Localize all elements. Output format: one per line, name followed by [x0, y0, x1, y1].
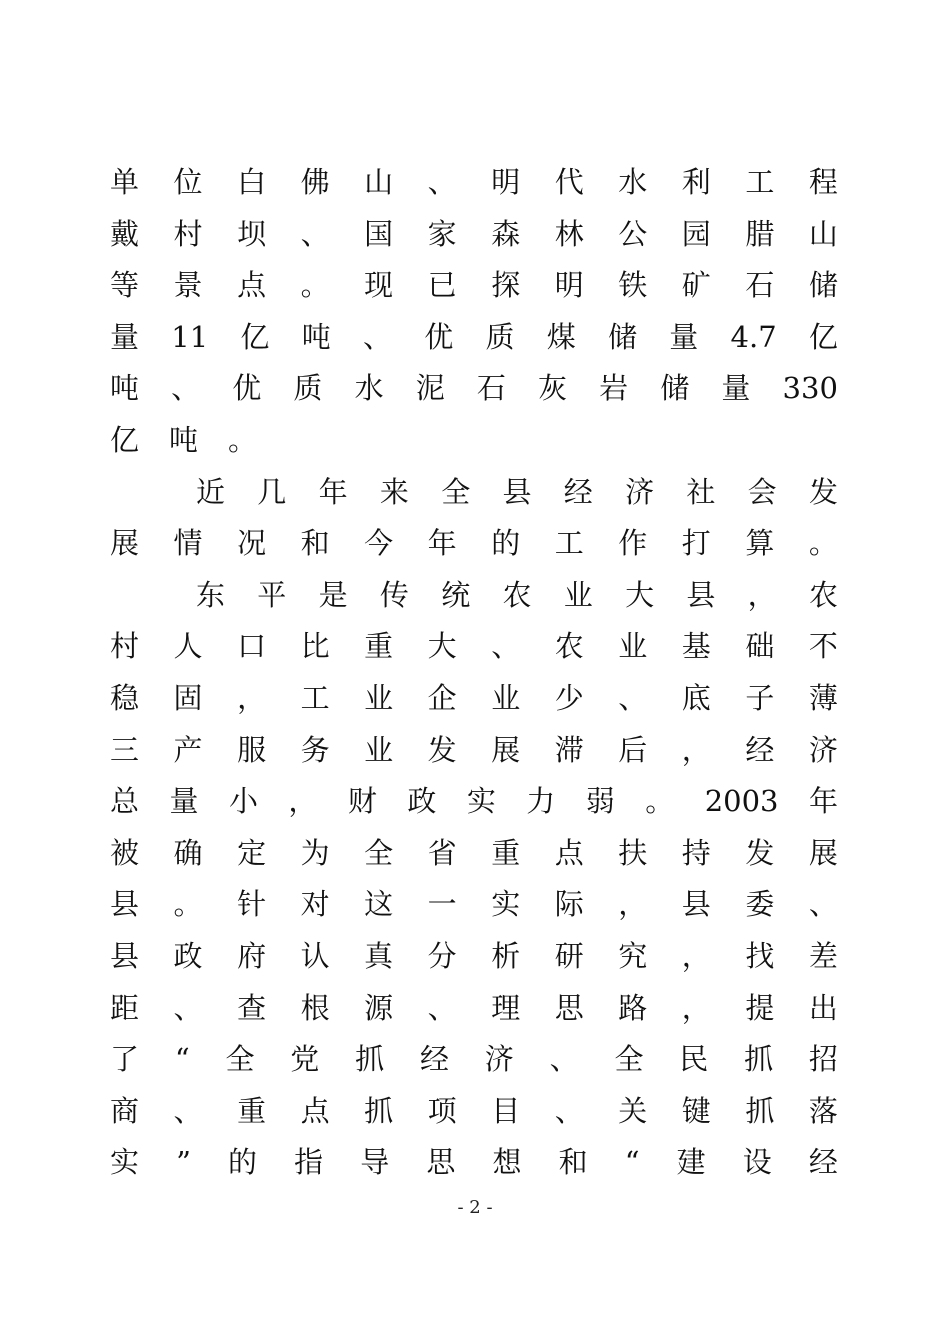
- text-token: 现: [364, 268, 394, 303]
- text-token: 抓: [744, 1042, 774, 1077]
- text-token: 经: [745, 732, 775, 767]
- text-token: 全: [364, 835, 394, 870]
- text-token: 几: [257, 474, 287, 509]
- text-token: 指: [294, 1145, 324, 1180]
- text-token: 稳: [110, 680, 140, 715]
- text-line: [110, 776, 838, 828]
- text-token: 已: [427, 268, 457, 303]
- text-token: 来: [379, 474, 409, 509]
- text-line: [110, 931, 838, 983]
- text-token: 被: [110, 835, 140, 870]
- text-token: 量: [669, 319, 699, 354]
- text-token: 。: [300, 268, 330, 303]
- text-token: 发: [745, 835, 775, 870]
- text-token: 利: [681, 165, 711, 199]
- text-token: “: [624, 1145, 640, 1180]
- text-token: 工: [554, 526, 584, 561]
- text-token: 和: [558, 1145, 588, 1180]
- text-token: 统: [441, 577, 471, 612]
- text-token: 政: [173, 938, 203, 973]
- text-token: 公: [618, 216, 648, 251]
- text-token: 建: [676, 1145, 706, 1180]
- text-token: 思: [426, 1145, 456, 1180]
- text-token: 根: [300, 990, 330, 1025]
- text-token: 理: [491, 990, 521, 1025]
- text-token: 亿: [110, 422, 140, 457]
- text-token: 发: [808, 474, 838, 509]
- text-token: 础: [745, 629, 775, 664]
- text-token: 山: [808, 216, 838, 251]
- text-token: 全: [441, 474, 471, 509]
- text-token: 今: [364, 526, 394, 561]
- text-line: [110, 828, 838, 880]
- text-token: 查: [237, 990, 267, 1025]
- text-token: 财: [347, 784, 377, 819]
- text-token: 研: [554, 938, 584, 973]
- text-token: 家: [427, 216, 457, 251]
- text-line: [110, 725, 838, 777]
- text-token: 优: [424, 319, 454, 354]
- text-token: 人: [173, 629, 203, 664]
- text-token: 业: [364, 732, 394, 767]
- text-token: ，: [618, 887, 648, 922]
- text-token: 景: [173, 268, 203, 303]
- text-token: 距: [110, 990, 140, 1025]
- text-token: 确: [173, 835, 203, 870]
- text-token: 目: [491, 1093, 521, 1128]
- text-token: 比: [300, 629, 330, 664]
- text-token: 商: [110, 1093, 140, 1128]
- text-token: 济: [808, 732, 838, 767]
- text-token: 少: [554, 680, 584, 715]
- text-token: 的: [491, 526, 521, 561]
- text-token: 石: [745, 268, 775, 303]
- text-token: 重: [491, 835, 521, 870]
- text-token: ”: [176, 1145, 191, 1180]
- text-token: 认: [300, 938, 330, 973]
- text-token: ，: [747, 577, 777, 612]
- text-token: 平: [257, 577, 287, 612]
- text-token: 和: [300, 526, 330, 561]
- text-token: 农: [502, 577, 532, 612]
- text-token: 了: [110, 1042, 140, 1077]
- text-token: 实: [491, 887, 521, 922]
- text-token: 持: [681, 835, 711, 870]
- text-token: 基: [681, 629, 711, 664]
- text-token: 位: [173, 165, 203, 199]
- text-token: 重: [237, 1093, 267, 1128]
- text-token: 县: [686, 577, 716, 612]
- text-token: 质: [485, 319, 515, 354]
- body-text: [110, 157, 838, 1189]
- text-token: 这: [364, 887, 394, 922]
- text-token: ，: [681, 732, 711, 767]
- text-token: 园: [681, 216, 711, 251]
- text-token: 济: [484, 1042, 514, 1077]
- text-token: 扶: [618, 835, 648, 870]
- text-token: 量: [169, 784, 199, 819]
- text-line: [110, 879, 838, 931]
- text-token: 差: [808, 938, 838, 973]
- text-token: 实: [110, 1145, 140, 1180]
- text-token: 点: [300, 1093, 330, 1128]
- text-token: 导: [360, 1145, 390, 1180]
- text-token: ，: [237, 680, 267, 715]
- text-token: 省: [427, 835, 457, 870]
- text-token: 点: [554, 835, 584, 870]
- text-token: 委: [745, 887, 775, 922]
- text-token: 、: [618, 680, 648, 715]
- text-line: [110, 363, 838, 415]
- text-token: 想: [492, 1145, 522, 1180]
- text-token: 全: [614, 1042, 644, 1077]
- text-token: 优: [232, 371, 262, 406]
- text-token: 分: [427, 938, 457, 973]
- page-number: - 2 -: [457, 1197, 493, 1218]
- text-token: 水: [354, 371, 384, 406]
- text-token: 抓: [745, 1093, 775, 1128]
- text-token: 招: [808, 1042, 838, 1077]
- text-token: 作: [618, 526, 648, 561]
- text-token: 企: [427, 680, 457, 715]
- text-token: 4.7: [730, 319, 777, 354]
- text-token: 对: [300, 887, 330, 922]
- text-token: 找: [745, 938, 775, 973]
- text-token: 点: [237, 268, 267, 303]
- text-token: 330: [782, 371, 838, 406]
- text-token: 关: [618, 1093, 648, 1128]
- text-token: 工: [745, 165, 775, 199]
- text-token: 亿: [808, 319, 838, 354]
- text-line: [110, 467, 838, 519]
- text-token: 子: [745, 680, 775, 715]
- text-token: 储: [660, 371, 690, 406]
- text-token: 代: [554, 165, 584, 199]
- text-token: 储: [608, 319, 638, 354]
- text-token: 经: [808, 1145, 838, 1180]
- text-token: 针: [237, 887, 267, 922]
- text-token: ，: [681, 938, 711, 973]
- text-token: 不: [808, 629, 838, 664]
- text-token: 泥: [415, 371, 445, 406]
- text-token: 11: [171, 319, 209, 354]
- text-token: 业: [563, 577, 593, 612]
- text-token: 府: [237, 938, 267, 973]
- text-token: 煤: [546, 319, 576, 354]
- text-token: 弱: [585, 784, 615, 819]
- text-line: [110, 673, 838, 725]
- text-line: [110, 570, 838, 622]
- text-token: 农: [808, 577, 838, 612]
- text-token: 路: [618, 990, 648, 1025]
- text-line: [110, 1034, 838, 1086]
- text-token: 算: [745, 526, 775, 561]
- text-token: 储: [808, 268, 838, 303]
- text-token: 东: [196, 577, 226, 612]
- text-token: 经: [419, 1042, 449, 1077]
- text-token: 县: [110, 887, 140, 922]
- text-token: 铁: [618, 268, 648, 303]
- text-token: 程: [808, 165, 838, 199]
- text-line: [110, 1086, 838, 1138]
- text-token: 全: [225, 1042, 255, 1077]
- text-token: 底: [681, 680, 711, 715]
- text-token: 吨: [110, 371, 140, 406]
- text-token: 是: [318, 577, 348, 612]
- text-token: 会: [747, 474, 777, 509]
- text-line: [110, 312, 838, 364]
- text-line: [110, 415, 838, 467]
- text-token: 固: [173, 680, 203, 715]
- text-token: 实: [466, 784, 496, 819]
- text-token: 情: [173, 526, 203, 561]
- text-token: 、: [173, 1093, 203, 1128]
- text-token: 经: [563, 474, 593, 509]
- text-token: 况: [237, 526, 267, 561]
- text-token: 量: [721, 371, 751, 406]
- text-token: 出: [808, 990, 838, 1025]
- text-token: 务: [300, 732, 330, 767]
- text-token: 、: [549, 1042, 579, 1077]
- text-token: 打: [681, 526, 711, 561]
- text-token: 、: [171, 371, 201, 406]
- text-token: 。: [808, 526, 838, 561]
- text-token: 际: [554, 887, 584, 922]
- text-token: 县: [110, 938, 140, 973]
- text-token: 、: [427, 165, 457, 199]
- text-token: 民: [679, 1042, 709, 1077]
- text-token: “: [174, 1042, 190, 1077]
- text-token: 三: [110, 732, 140, 767]
- text-token: 落: [808, 1093, 838, 1128]
- text-token: 村: [173, 216, 203, 251]
- text-token: 、: [362, 319, 392, 354]
- text-token: 山: [364, 165, 394, 199]
- text-token: 提: [745, 990, 775, 1025]
- text-token: 吨: [301, 319, 331, 354]
- text-token: 年: [427, 526, 457, 561]
- text-line: [110, 1137, 838, 1189]
- text-token: 一: [427, 887, 457, 922]
- text-token: 质: [293, 371, 323, 406]
- text-line: [110, 621, 838, 673]
- text-token: 国: [364, 216, 394, 251]
- text-token: 坝: [237, 216, 267, 251]
- text-token: 究: [618, 938, 648, 973]
- text-token: 力: [526, 784, 556, 819]
- text-token: 大: [625, 577, 655, 612]
- text-line: [110, 983, 838, 1035]
- text-token: 白: [237, 165, 267, 199]
- text-token: 小: [228, 784, 258, 819]
- text-token: 抓: [364, 1093, 394, 1128]
- text-token: 思: [554, 990, 584, 1025]
- text-token: 业: [364, 680, 394, 715]
- text-token: 口: [237, 629, 267, 664]
- text-token: 抓: [355, 1042, 385, 1077]
- text-token: 县: [681, 887, 711, 922]
- text-token: 、: [300, 216, 330, 251]
- text-token: 灰: [537, 371, 567, 406]
- text-token: 后: [618, 732, 648, 767]
- text-token: 键: [681, 1093, 711, 1128]
- text-token: 林: [554, 216, 584, 251]
- text-token: 设: [742, 1145, 772, 1180]
- text-token: 。: [645, 784, 675, 819]
- text-token: 、: [554, 1093, 584, 1128]
- text-token: 传: [379, 577, 409, 612]
- text-token: 定: [237, 835, 267, 870]
- text-token: ，: [288, 784, 318, 819]
- text-token: 探: [491, 268, 521, 303]
- text-token: 产: [173, 732, 203, 767]
- text-token: 村: [110, 629, 140, 664]
- text-token: 发: [427, 732, 457, 767]
- text-token: 项: [427, 1093, 457, 1128]
- text-token: 亿: [240, 319, 270, 354]
- text-token: 腊: [745, 216, 775, 251]
- text-token: 年: [808, 784, 838, 819]
- text-token: 析: [491, 938, 521, 973]
- text-token: 戴: [110, 216, 140, 251]
- text-token: 为: [300, 835, 330, 870]
- text-token: 济: [625, 474, 655, 509]
- text-token: 吨: [169, 422, 199, 457]
- text-token: 党: [290, 1042, 320, 1077]
- text-token: 水: [618, 165, 648, 199]
- text-token: 、: [808, 887, 838, 922]
- text-token: 工: [300, 680, 330, 715]
- text-line: [110, 260, 838, 312]
- text-token: 源: [364, 990, 394, 1025]
- text-token: 农: [554, 629, 584, 664]
- text-token: 单: [110, 165, 140, 199]
- text-token: 社: [686, 474, 716, 509]
- text-token: 重: [364, 629, 394, 664]
- text-line: [110, 209, 838, 261]
- text-token: 明: [491, 165, 521, 199]
- text-token: 展: [110, 526, 140, 561]
- text-token: 、: [173, 990, 203, 1025]
- text-token: 、: [427, 990, 457, 1025]
- text-token: 近: [196, 474, 226, 509]
- text-token: 岩: [599, 371, 629, 406]
- text-token: 薄: [808, 680, 838, 715]
- text-token: ，: [681, 990, 711, 1025]
- text-token: 年: [318, 474, 348, 509]
- text-line: [110, 157, 838, 209]
- text-token: 县: [502, 474, 532, 509]
- text-token: 业: [491, 680, 521, 715]
- text-token: 。: [228, 422, 258, 457]
- text-token: 。: [173, 887, 203, 922]
- text-token: 矿: [681, 268, 711, 303]
- text-token: 业: [618, 629, 648, 664]
- text-token: 的: [228, 1145, 258, 1180]
- text-token: 服: [237, 732, 267, 767]
- text-token: 等: [110, 268, 140, 303]
- text-token: 明: [554, 268, 584, 303]
- text-token: 展: [808, 835, 838, 870]
- text-token: 石: [476, 371, 506, 406]
- text-token: 政: [407, 784, 437, 819]
- text-token: 滞: [554, 732, 584, 767]
- text-token: 大: [427, 629, 457, 664]
- text-token: 2003: [704, 784, 779, 819]
- text-token: 佛: [300, 165, 330, 199]
- text-line: [110, 518, 838, 570]
- text-token: 总: [110, 784, 140, 819]
- text-token: 量: [110, 319, 140, 354]
- text-token: 真: [364, 938, 394, 973]
- text-token: 、: [491, 629, 521, 664]
- text-token: 展: [491, 732, 521, 767]
- text-token: 森: [491, 216, 521, 251]
